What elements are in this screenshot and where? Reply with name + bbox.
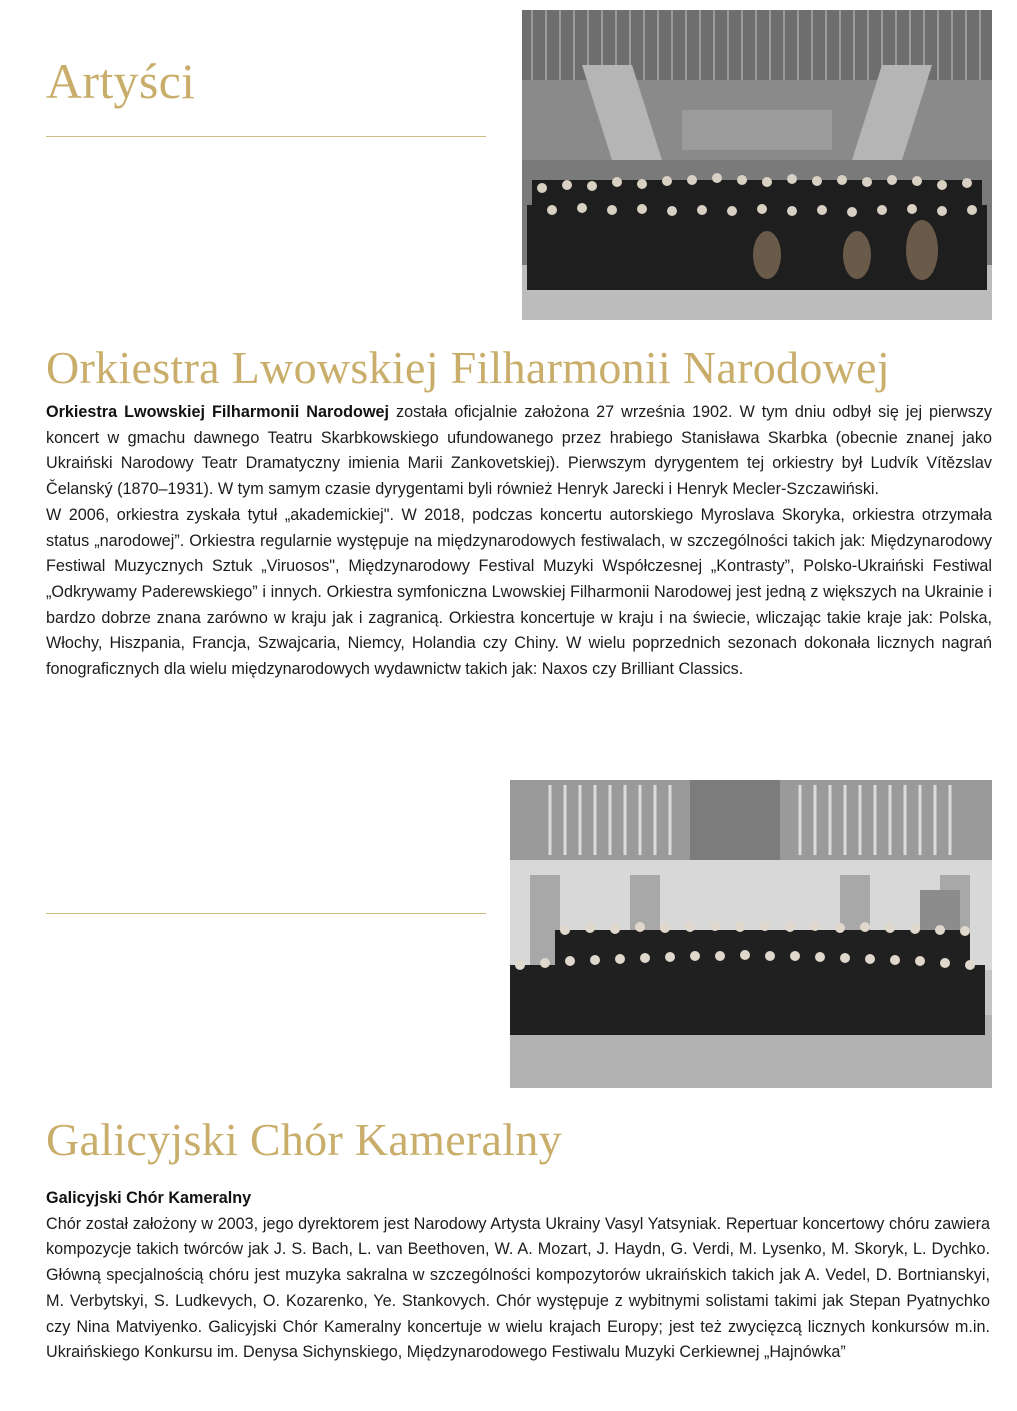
orchestra-description [46,400,992,683]
choir-paragraph: Chór został założony w 2003, jego dyrektorem jest Narodowy Artysta Ukrainy Vasyl Yatsyniak. Repertuar koncertowy chóru zawiera kompozycje takich twórców jak J. S. Bach, L. van Beethoven, W. A. Mozart, J. Haydn, G. Verdi, M. Lysenko, M. Skoryk, L. Dychko. Główną specjalnością chóru jest muzyka sakralna w szczególności kompozytorów ukraińskich takich jak A. Vedel, D. Bortnianskyi, M. Verbytskyi, S. Ludkevych, O. Kozarenko, Ye. Stankovych. Chór występuje z wybitnymi solistami takimi jak Stepan Pyatnychko czy Nina Matviyenko. Galicyjski Chór Kameralny koncertuje w wielu krajach Europy; jest też zwycięzcą licznych konkursów m.in. Ukraińskiego Konkursu im. Denysa Sichynskiego, Międzynarodowego Festiwalu Muzyki Cerkiewnej „Hajnówka” [46,1214,990,1362]
orchestra-lead-bold: Orkiestra Lwowskiej Filharmonii Narodowej [46,403,390,421]
orchestra-heading: Orkiestra Lwowskiej Filharmonii Narodowej [46,342,890,393]
choir-photo [510,780,992,1088]
orchestra-paragraph-1 [46,400,992,503]
choir-description [46,1186,990,1366]
choir-heading: Galicyjski Chór Kameralny [46,1114,562,1165]
orchestra-photo [522,10,992,320]
page-title: Artyści [46,53,196,109]
title-divider [46,136,486,137]
choir-divider [46,913,486,914]
choir-subheading: Galicyjski Chór Kameralny [46,1189,252,1207]
orchestra-paragraph-1-text: została oficjalnie założona 27 września 1902. W tym dniu odbył się jej pierwszy koncert w gmachu dawnego Teatru Skarbkowskiego ufundowanego przez hrabiego Stanisława Skarbka (obecnie znanej jako Ukraiński Narodowy Teatr Dramatyczny imienia Marii Zankovetskiej). Pierwszym dyrygentem tej orkiestry był Ludvík Vítězslav Čelanský (1870–1931). W tym samym czasie dyrygentami byli również Henryk Jarecki i Henryk Mecler-Szczawiński. [46,403,993,499]
orchestra-paragraph-2: W 2006, orkiestra zyskała tytuł „akademickiej". W 2018, podczas koncertu autorskiego Myroslava Skoryka, orkiestra otrzymała status „narodowej”. Orkiestra regularnie występuje na międzynarodowych festiwalach, w szczególności takich jak: Międzynarodowy Festiwal Muzycznych Sztuk „Viruosos", Międzynarodowy Festival Muzyki Współczesnej „Kontrasty”, Polsko-Ukraiński Festiwal „Odkrywamy Paderewskiego” i innych. Orkiestra symfoniczna Lwowskiej Filharmonii Narodowej jest jedną z większych na Ukrainie i bardzo dobrze znana zarówno w kraju jak i zagranicą. Orkiestra koncertuje w kraju i na świecie, wliczając takie kraje jak: Polska, Włochy, Hiszpania, Francja, Szwajcaria, Niemcy, Holandia czy Chiny. W wielu poprzednich sezonach dokonała licznych nagrań fonograficznych dla wielu międzynarodowych wydawnictw takich jak: Naxos czy Brilliant Classics. [46,505,992,679]
